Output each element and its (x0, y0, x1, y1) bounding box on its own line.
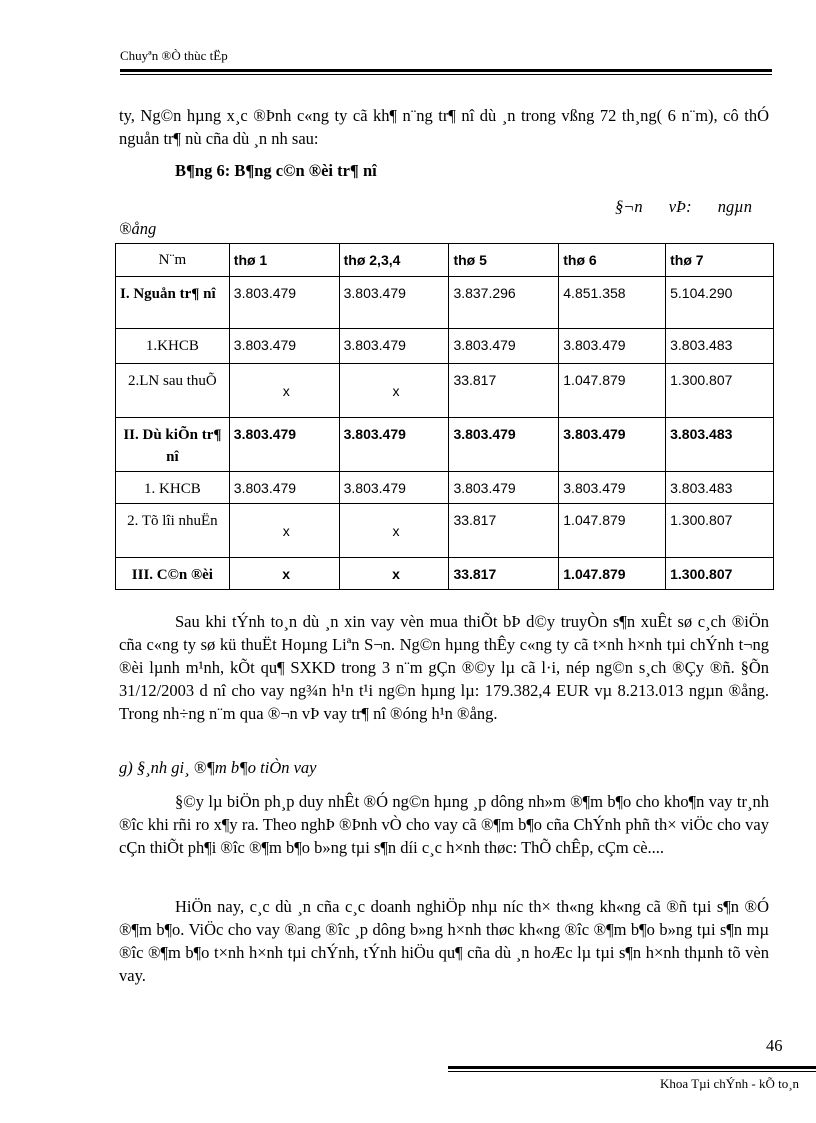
row-label: 1. KHCB (116, 472, 230, 504)
col-header: thø 7 (666, 244, 774, 277)
col-header: thø 2,3,4 (339, 244, 449, 277)
table-cell: x (339, 558, 449, 590)
table-row (116, 504, 774, 558)
table-cell: 3.803.479 (229, 472, 339, 504)
table-cell: 3.837.296 (449, 277, 559, 329)
paragraph-collateral: §©y lµ biÖn ph¸p duy nhÊt ®Ó ng©n hµng ¸p dông nh»m ®¶m b¶o cho kho¶n vay tr¸nh ®îc khi rñi ro x¶y ra. Theo nghÞ ®Þnh vÒ cho vay cã ®¶m b¶o cña ChÝnh phñ th× viÖc cho vay cÇn thiÕt ph¶i ®îc ®¶m b¶o b»ng tµi s¶n díi c¸c h×nh thøc: ThÕ chÊp, cÇm cè.... (119, 792, 769, 857)
footer-text: Khoa Tµi chÝnh - kÕ to¸n (660, 1076, 800, 1091)
table-cell: 1.300.807 (666, 364, 774, 418)
col-header-year: N¨m (116, 244, 230, 277)
footer-rule (448, 1066, 816, 1069)
table-cell: 4.851.358 (559, 277, 666, 329)
row-label: 2.LN sau thuÕ (116, 364, 230, 418)
table-row (116, 329, 774, 364)
table-cell: 3.803.479 (229, 277, 339, 329)
table-cell: x (229, 558, 339, 590)
section-heading: g) §¸nh gi¸ ®¶m b¶o tiÒn vay (119, 758, 317, 777)
debt-balance-table (115, 243, 774, 590)
page-number: 46 (766, 1036, 783, 1055)
table-cell: x (339, 504, 449, 558)
table-cell: x (229, 504, 339, 558)
table-cell: 3.803.479 (229, 418, 339, 472)
table-row (116, 277, 774, 329)
table-cell: 3.803.483 (666, 418, 774, 472)
table-cell: 3.803.479 (449, 418, 559, 472)
header-rule (120, 69, 772, 72)
table-cell: 3.803.479 (339, 329, 449, 364)
table-cell: x (339, 364, 449, 418)
table-cell: 33.817 (449, 558, 559, 590)
row-label: 1.KHCB (116, 329, 230, 364)
table-cell: 3.803.479 (449, 472, 559, 504)
table-cell: x (229, 364, 339, 418)
paragraph-current: HiÖn nay, c¸c dù ¸n cña c¸c doanh nghiÖp nhµ níc th× th«ng kh«ng cã ®ñ tµi s¶n ®Ó ®¶m b¶o. ViÖc cho vay ®ang ®îc ¸p dông b»ng h×nh thøc kh«ng ®îc ®¶m b¶o b»ng tµi s¶n mµ ®îc ®¶m b¶o t×nh h×nh tµi chÝnh, tÝnh hiÖu qu¶ cña dù ¸n hoÆc lµ tµi s¶n h×nh thµnh tõ vèn vay. (119, 897, 769, 985)
table-unit-cont: ®ång (119, 219, 157, 238)
table-cell: 3.803.483 (666, 472, 774, 504)
header-title: Chuyªn ®Ò thùc tËp (120, 48, 228, 63)
table-cell: 5.104.290 (666, 277, 774, 329)
table-cell: 3.803.479 (559, 418, 666, 472)
table-cell: 1.047.879 (559, 504, 666, 558)
table-header-row (116, 244, 774, 277)
table-cell: 3.803.479 (339, 277, 449, 329)
table-row (116, 558, 774, 590)
table-cell: 3.803.479 (449, 329, 559, 364)
footer-rule-thin (448, 1071, 816, 1072)
table-title: B¶ng 6: B¶ng c©n ®èi tr¶ nî (175, 161, 377, 180)
row-label: III. C©n ®èi (116, 558, 230, 590)
col-header: thø 6 (559, 244, 666, 277)
col-header: thø 5 (449, 244, 559, 277)
table-row (116, 418, 774, 472)
table-cell: 3.803.483 (666, 329, 774, 364)
table-row (116, 472, 774, 504)
table-cell: 1.300.807 (666, 504, 774, 558)
row-label: II. Dù kiÕn tr¶ nî (116, 418, 230, 472)
row-label: 2. Tõ lîi nhuËn (116, 504, 230, 558)
table-cell: 33.817 (449, 364, 559, 418)
table-cell: 3.803.479 (229, 329, 339, 364)
table-cell: 1.047.879 (559, 364, 666, 418)
paragraph-intro: ty, Ng©n hµng x¸c ®Þnh c«ng ty cã kh¶ n¨ng tr¶ nî dù ¸n trong vßng 72 th¸ng( 6 n¨m), cô thÓ nguån tr¶ nù cña dù ¸n nh sau: (119, 106, 769, 148)
table-cell: 1.300.807 (666, 558, 774, 590)
table-cell: 3.803.479 (559, 472, 666, 504)
header-rule-thin (120, 74, 772, 75)
table-cell: 3.803.479 (559, 329, 666, 364)
table-cell: 3.803.479 (339, 472, 449, 504)
table-row (116, 364, 774, 418)
col-header: thø 1 (229, 244, 339, 277)
row-label: I. Nguån tr¶ nî (116, 277, 230, 329)
table-cell: 3.803.479 (339, 418, 449, 472)
table-cell: 1.047.879 (559, 558, 666, 590)
paragraph-assessment: Sau khi tÝnh to¸n dù ¸n xin vay vèn mua thiÕt bÞ d©y truyÒn s¶n xuÊt sø c¸ch ®iÖn cña c«ng ty sø kü thuËt Hoµng Liªn S¬n. Ng©n hµng thÊy c«ng ty cã t×nh h×nh tµi chÝnh t¬ng ®èi lµnh m¹nh, kÕt qu¶ SXKD trong 3 n¨m gÇn ®©y lµ cã l·i, nép ng©n s¸ch ®Çy ®ñ. §Õn 31/12/2003 d nî cho vay ng¾n h¹n t¹i ng©n hµng lµ: 179.382,4 EUR vµ 8.213.013 ngµn ®ång. Trong nh÷ng n¨m qua ®¬n vÞ vay tr¶ nî ®óng h¹n ®ång. (119, 612, 769, 723)
table-cell: 33.817 (449, 504, 559, 558)
table-unit: §¬n vÞ: ngµn (615, 197, 753, 216)
